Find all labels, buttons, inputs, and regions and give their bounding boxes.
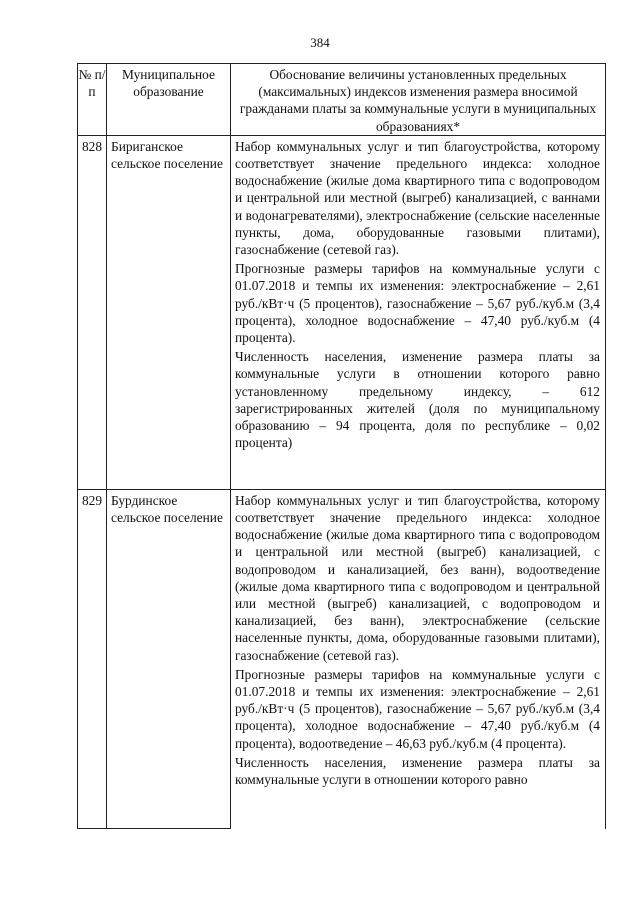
header-num: № п/п bbox=[78, 64, 107, 136]
paragraph-services: Набор коммунальных услуг и тип благоустройства, которому соответствует значение предельного индекса: холодное водоснабжение (жилые дома квартирного типа с водопроводом и центральной или местной (выгреб) канализацией, с водопроводом и канализацией, без ванн), водоотведение (жилые дома квартирного типа с водопроводом и центральной или местной (выгреб) канализацией, с водопроводом и канализацией, без ванн), электроснабжение (сельские населенные пункты, дома, оборудованные газовыми плитами), газоснабжение (сетевой газ). bbox=[235, 492, 600, 663]
municipality-name: Бириганское сельское поселение bbox=[107, 135, 231, 489]
header-municipality: Муниципальное образование bbox=[107, 64, 231, 136]
table-row bbox=[78, 135, 606, 489]
row-number: 828 bbox=[78, 135, 107, 489]
table-row bbox=[78, 489, 606, 829]
justification-cell bbox=[231, 489, 606, 829]
paragraph-tariffs: Прогнозные размеры тарифов на коммунальные услуги с 01.07.2018 и темпы их изменения: электроснабжение – 2,61 руб./кВт·ч (5 процентов), газоснабжение – 5,67 руб./куб.м (3,4 процента), холодное водоснабжение – 47,40 руб./куб.м (4 процента), водоотведение – 46,63 руб./куб.м (4 процента). bbox=[235, 666, 600, 751]
table-header-row bbox=[78, 64, 606, 136]
municipality-name: Бурдинское сельское поселение bbox=[107, 489, 231, 829]
row-number: 829 bbox=[78, 489, 107, 829]
paragraph-population: Численность населения, изменение размера платы за коммунальные услуги в отношении которого равно установленному предельному индексу, – 612 зарегистрированных жителей (доля по муниципальному образованию – 94 процента, доля по республике – 0,02 процента) bbox=[235, 349, 600, 451]
paragraph-services: Набор коммунальных услуг и тип благоустройства, которому соответствует значение предельного индекса: холодное водоснабжение (жилые дома квартирного типа с водопроводом и центральной или местной (выгреб) канализацией, с ваннами и водонагревателями), электроснабжение (сельские населенные пункты, дома, оборудованные газовыми плитами), газоснабжение (сетевой газ). bbox=[235, 138, 600, 258]
paragraph-population: Численность населения, изменение размера платы за коммунальные услуги в отношении которого равно bbox=[235, 754, 600, 788]
tariff-index-table bbox=[77, 63, 606, 829]
paragraph-tariffs: Прогнозные размеры тарифов на коммунальные услуги с 01.07.2018 и темпы их изменения: электроснабжение – 2,61 руб./кВт·ч (5 процентов), газоснабжение – 5,67 руб./куб.м (3,4 процента), холодное водоснабжение – 47,40 руб./куб.м (4 процента). bbox=[235, 261, 600, 346]
header-justification: Обоснование величины установленных предельных (максимальных) индексов изменения размера вносимой гражданами платы за коммунальные услуги в муниципальных образованиях* bbox=[231, 64, 606, 136]
justification-cell bbox=[231, 135, 606, 489]
page-number: 384 bbox=[310, 35, 330, 50]
